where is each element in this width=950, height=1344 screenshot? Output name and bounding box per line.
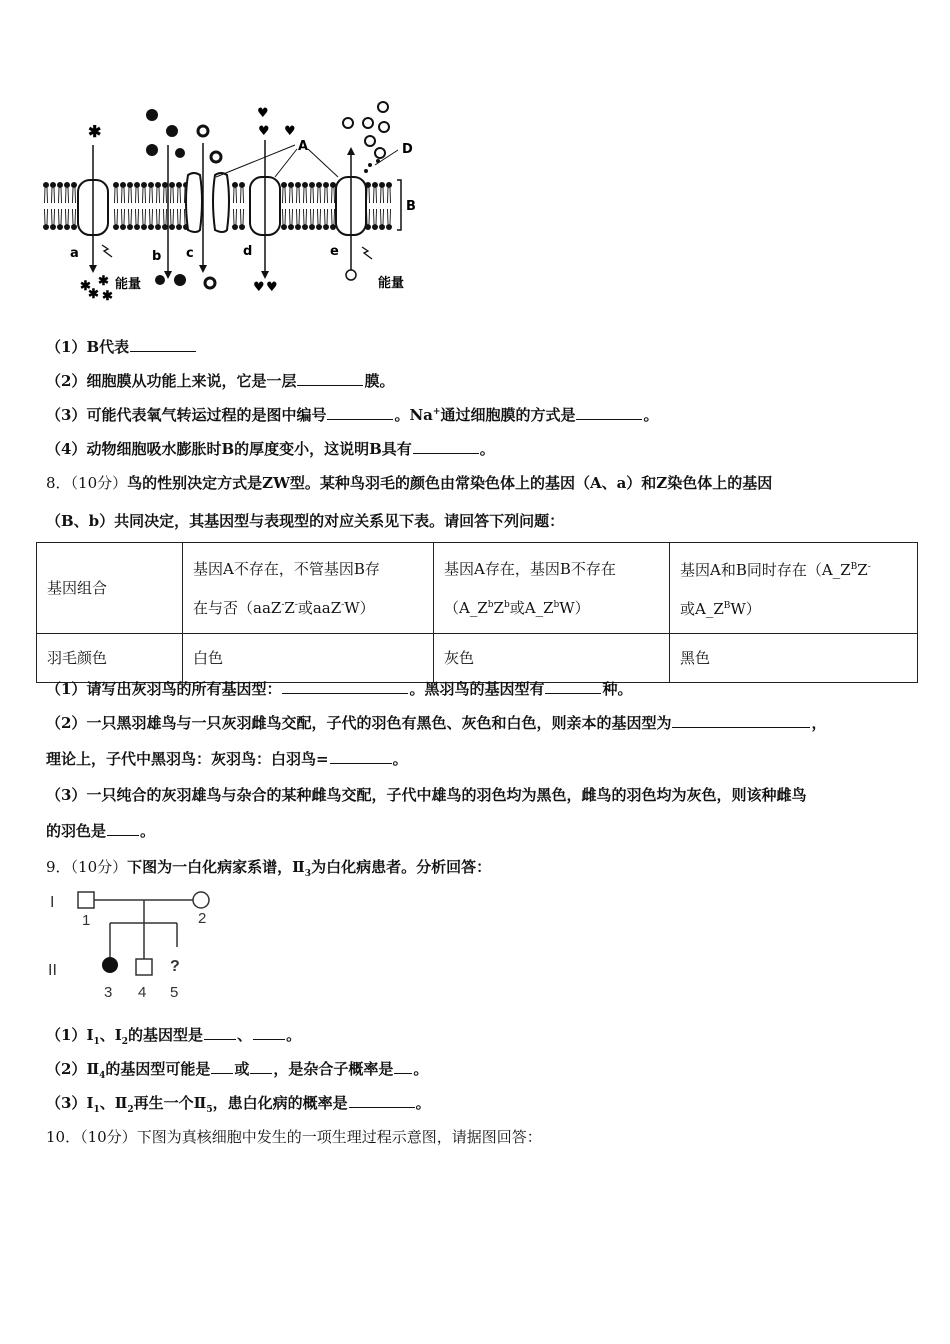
label-b: b (152, 249, 162, 264)
answer-blank[interactable] (413, 439, 479, 454)
answer-blank[interactable] (107, 821, 139, 836)
label-a: a (70, 246, 79, 261)
energy-label-left: 能量 (115, 277, 142, 292)
answer-blank[interactable] (211, 1059, 233, 1074)
label-e: e (330, 244, 339, 259)
q7-sub3: （3）可能代表氧气转运过程的是图中编号 。Na+通过细胞膜的方式是 。 (46, 406, 659, 424)
q8-sub1: （1）请写出灰羽鸟的所有基因型： 。黑羽鸟的基因型有 种。 (46, 680, 633, 698)
table-cell-no-A: 基因A不存在，不管基因B存 在与否（aaZ-Z-或aaZ-W） (183, 543, 434, 634)
q8-intro-2: （B、b）共同决定，其基因型与表现型的对应关系见下表。请回答下列问题： (46, 512, 565, 530)
pedigree-number: 4 (138, 984, 147, 1001)
q7-sub1: （1）B代表 (46, 336, 197, 357)
pedigree-chart (44, 885, 224, 1005)
table-cell-white: 白色 (183, 634, 434, 683)
answer-blank[interactable] (576, 405, 642, 420)
label-D: D (402, 142, 413, 157)
table-cell-black: 黑色 (670, 634, 918, 683)
II3-female-affected (102, 957, 118, 973)
II4-male-unaffected (136, 959, 152, 975)
table-cell-A-no-B: 基因A存在，基因B不存在 （$A\_Z^bZ^b$或$A\_Z^bW$） (434, 543, 670, 634)
q7-sub4: （4）动物细胞吸水膨胀时B的厚度变小，这说明B具有 。 (46, 440, 495, 458)
svg-text:✱: ✱ (98, 274, 109, 289)
svg-text:✱: ✱ (80, 279, 91, 294)
svg-text:✱: ✱ (88, 287, 99, 302)
pedigree-number: 2 (198, 910, 207, 927)
answer-blank[interactable] (545, 679, 601, 694)
label-B: B (406, 199, 416, 214)
answer-blank[interactable] (672, 713, 810, 728)
table-row-head-genotype: 基因组合 (37, 543, 183, 634)
q8-sub2: （2）一只黑羽雄鸟与一只灰羽雌鸟交配，子代的羽色有黑色、灰色和白色，则亲本的基因型为 ， (46, 714, 827, 732)
svg-text:♥: ♥ (284, 124, 296, 139)
answer-blank[interactable] (327, 405, 393, 420)
I2-female-unaffected (193, 892, 209, 908)
svg-text:✱: ✱ (102, 289, 113, 304)
answer-blank[interactable] (130, 337, 196, 352)
channel-protein-c (186, 173, 202, 232)
answer-blank[interactable] (204, 1025, 236, 1040)
q9-intro: 9．（10分）下图为一白化病家系谱，$Ⅱ_3$为白化病患者。分析回答： (46, 858, 492, 879)
q8-sub3-line2: 的羽色是 。 (46, 822, 156, 840)
table-cell-gray: 灰色 (434, 634, 670, 683)
answer-blank[interactable] (253, 1025, 285, 1040)
q8-sub3: （3）一只纯合的灰羽雄鸟与杂合的某种雌鸟交配，子代中雄鸟的羽色均为黑色，雌鸟的羽色均为灰色，则该种雌鸟 (46, 786, 807, 804)
I1-male-unaffected (78, 892, 94, 908)
pedigree-number: 3 (104, 984, 113, 1001)
label-c: c (186, 246, 194, 261)
svg-text:♥: ♥ (253, 280, 265, 295)
II5-unknown-mark: ? (170, 958, 180, 975)
generation-II-label: II (48, 962, 57, 979)
answer-blank[interactable] (250, 1059, 272, 1074)
table-row-head-color: 羽毛颜色 (37, 634, 183, 683)
q8-sub2-line2: 理论上，子代中黑羽鸟：灰羽鸟：白羽鸟= 。 (46, 750, 408, 768)
answer-blank[interactable] (297, 371, 363, 386)
generation-I-label: I (50, 894, 55, 911)
q10-intro: 10．（10分）下图为真核细胞中发生的一项生理过程示意图，请据图回答： (46, 1128, 542, 1146)
table-cell-A-and-B: 基因A和B同时存在（$A\_Z^BZ^-$ 或$A\_Z^BW$） (670, 543, 918, 634)
energy-label-right: 能量 (378, 276, 405, 291)
particle-star: ✱ (88, 122, 102, 141)
genotype-phenotype-table (36, 542, 918, 683)
answer-blank[interactable] (394, 1059, 412, 1074)
pedigree-number: 1 (82, 912, 91, 929)
label-d: d (243, 244, 253, 259)
q9-sub1: $(1)Ⅰ_1$、$Ⅰ_2$的基因型是 、 。 (46, 1026, 302, 1047)
q9-sub2: $(2)Ⅱ_4$的基因型可能是 或 ，是杂合子概率是 。 (46, 1060, 429, 1081)
svg-text:♥: ♥ (257, 106, 269, 121)
label-A: A (298, 139, 309, 154)
pedigree-number: 5 (170, 984, 179, 1001)
answer-blank[interactable] (282, 679, 408, 694)
svg-text:♥: ♥ (258, 124, 270, 139)
answer-blank[interactable] (330, 749, 392, 764)
bracket-b (397, 180, 401, 230)
svg-text:♥: ♥ (266, 280, 278, 295)
q8-intro-1: 8．（10分）鸟的性别决定方式是ZW型。某种鸟羽毛的颜色由常染色体上的基因（A、a）和Z染色体上的基因 (46, 474, 773, 492)
answer-blank[interactable] (349, 1093, 415, 1108)
cell-membrane-diagram (40, 95, 430, 305)
q9-sub3: $(3)Ⅰ_1$、$Ⅱ_2$再生一个$Ⅱ_5$，患白化病的概率是 。 (46, 1094, 431, 1115)
q7-sub2: （2）细胞膜从功能上来说，它是一层 膜。 (46, 372, 395, 390)
